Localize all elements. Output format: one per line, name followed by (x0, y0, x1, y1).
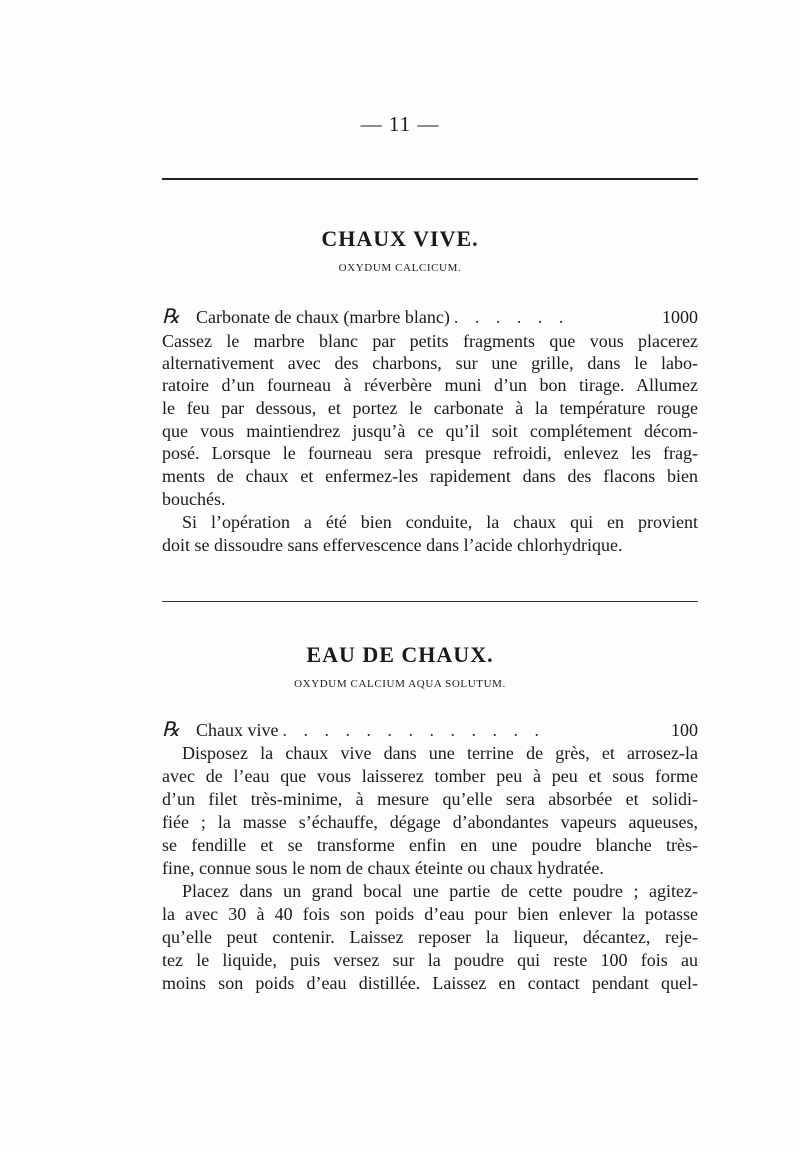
recipe-symbol-icon: ℞ (162, 306, 180, 328)
recipe-line (162, 719, 698, 741)
paragraph-line: Placez dans un grand bocal une partie de cette poudre ; agitez- (182, 881, 698, 901)
paragraph-line: bouchés. (162, 489, 226, 509)
recipe-ingredient: Chaux vive (196, 720, 279, 740)
section-rule-top (162, 178, 698, 180)
paragraph-line: se fendille et se transforme enfin en une poudre blanche très- (162, 835, 698, 855)
recipe-symbol-icon: ℞ (162, 719, 180, 741)
paragraph-line: doit se dissoudre sans effervescence dans l’acide chlorhydrique. (162, 535, 623, 555)
recipe-line (162, 306, 698, 328)
paragraph-line: fiée ; la masse s’échauffe, dégage d’abondantes vapeurs aqueuses, (162, 812, 698, 832)
paragraph-line: fine, connue sous le nom de chaux éteinte ou chaux hydratée. (162, 858, 604, 878)
paragraph-line: que vous maintiendrez jusqu’à ce qu’il soit complétement décom- (162, 421, 698, 441)
paragraph-line: avec de l’eau que vous laisserez tomber peu à peu et sous forme (162, 766, 698, 786)
paragraph-line: la avec 30 à 40 fois son poids d’eau pour bien enlever la potasse (162, 904, 698, 924)
section-title: CHAUX VIVE. (321, 226, 479, 251)
section-subtitle: OXYDUM CALCIUM AQUA SOLUTUM. (294, 678, 506, 690)
paragraph-line: ments de chaux et enfermez-les rapidement dans des flacons bien (162, 466, 698, 486)
section-title: EAU DE CHAUX. (306, 642, 494, 667)
paragraph-line: ratoire d’un fourneau à réverbère muni d’un bon tirage. Allumez (162, 375, 698, 395)
paragraph-line: le feu par dessous, et portez le carbonate à la température rouge (162, 398, 698, 418)
section-subtitle: OXYDUM CALCICUM. (338, 262, 462, 274)
page-number: — 11 — (360, 112, 440, 136)
paragraph-line: posé. Lorsque le fourneau sera presque refroidi, enlevez les frag- (162, 443, 698, 463)
section-rule-top (162, 601, 698, 602)
paragraph-line: qu’elle peut contenir. Laissez reposer la liqueur, décantez, reje- (162, 927, 698, 947)
recipe-quantity: 1000 (662, 307, 698, 327)
paragraph-line: d’un filet très-minime, à mesure qu’elle sera absorbée et solidi- (162, 789, 698, 809)
paragraph-line: Cassez le marbre blanc par petits fragments que vous placerez (162, 331, 698, 351)
paragraph-line: Disposez la chaux vive dans une terrine de grès, et arrosez-la (182, 743, 698, 763)
recipe-quantity: 100 (671, 720, 698, 740)
paragraph-line: moins son poids d’eau distillée. Laissez en contact pendant quel- (162, 973, 698, 993)
recipe-leader-dots: . . . . . . (453, 307, 570, 327)
paragraph-line: alternativement avec des charbons, sur une grille, dans le labo- (162, 353, 698, 373)
recipe-leader-dots: . . . . . . . . . . . . . (282, 720, 545, 740)
paragraph-line: Si l’opération a été bien conduite, la chaux qui en provient (182, 512, 698, 532)
paragraph-line: tez le liquide, puis versez sur la poudre qui reste 100 fois au (162, 950, 698, 970)
recipe-ingredient: Carbonate de chaux (marbre blanc) (196, 307, 450, 327)
